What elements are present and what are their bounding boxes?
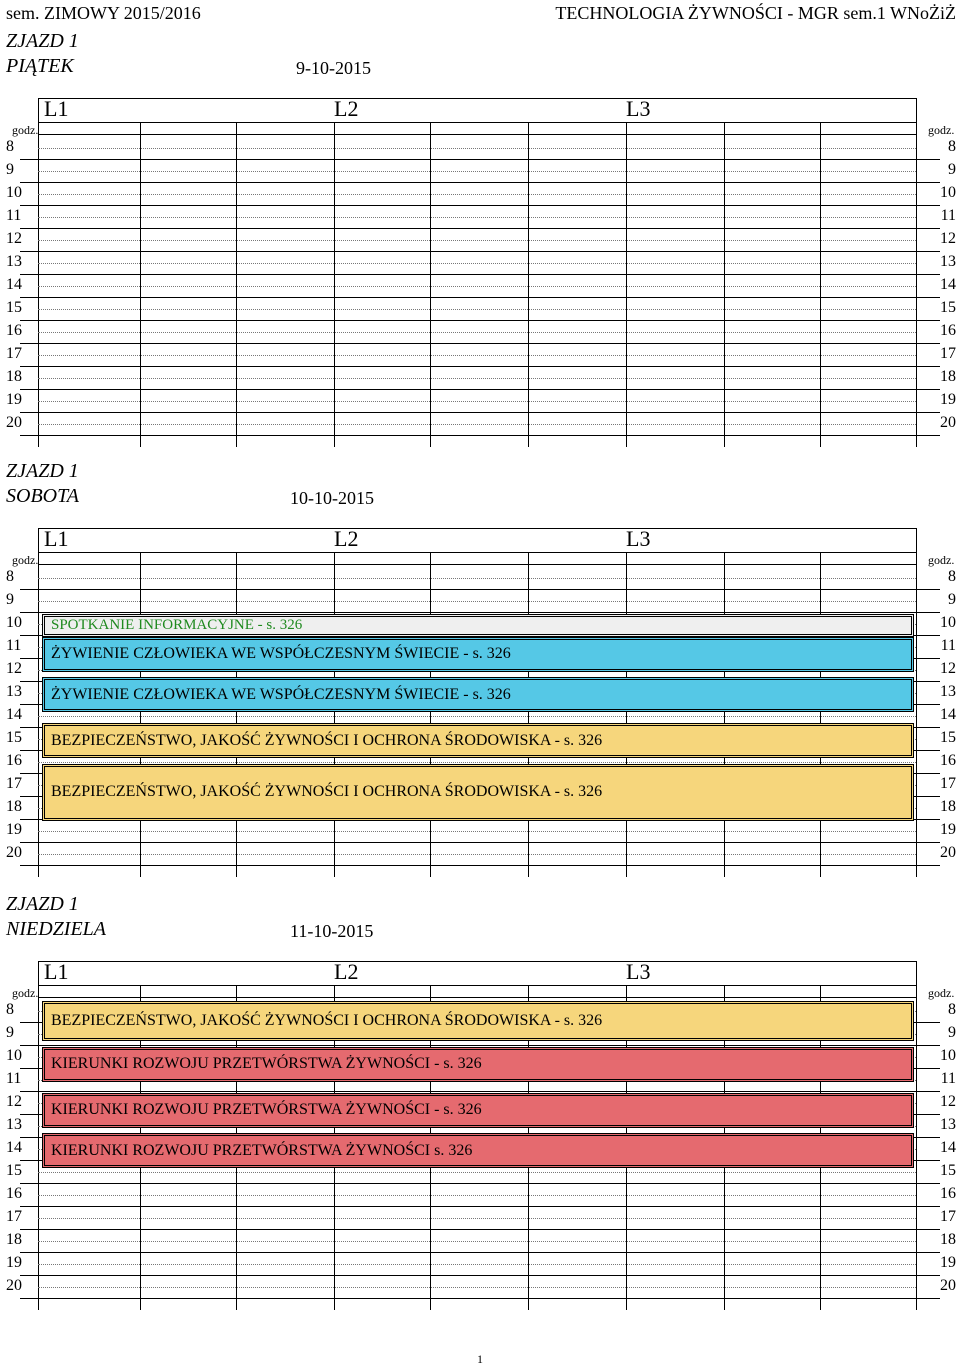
- hour-label-left: 14: [6, 706, 22, 723]
- hour-tick-right: [916, 412, 940, 413]
- class-event-text: SPOTKANIE INFORMACYJNE - s. 326: [51, 617, 303, 633]
- day-block: [0, 30, 960, 460]
- hour-label-right: 9: [948, 161, 956, 178]
- quarter-row-line: [38, 217, 916, 218]
- hour-tick-right: [916, 182, 940, 183]
- hour-label-left: 17: [6, 1208, 22, 1225]
- godz-row-line: [38, 985, 916, 986]
- hour-label-left: 13: [6, 1116, 22, 1133]
- group-label: L3: [626, 959, 651, 984]
- hour-tick-right: [916, 1045, 940, 1046]
- godz-row-bottom-line: [38, 997, 916, 998]
- quarter-row-line: [38, 263, 916, 264]
- quarter-row-line: [38, 1218, 916, 1219]
- hour-row-line: [38, 366, 916, 367]
- hour-label-right: 8: [948, 1001, 956, 1018]
- class-event: [42, 1133, 914, 1168]
- hour-label-right: 8: [948, 138, 956, 155]
- hour-tick-right: [916, 366, 940, 367]
- group-label: L1: [44, 959, 69, 984]
- quarter-row-line: [38, 854, 916, 855]
- hour-label-left: 19: [6, 391, 22, 408]
- hour-row-line: [38, 612, 916, 613]
- hour-tick-right: [916, 1229, 940, 1230]
- hour-tick-right: [916, 773, 940, 774]
- hour-label-right: 18: [940, 798, 956, 815]
- hour-label-left: 19: [6, 821, 22, 838]
- day-block: [0, 460, 960, 890]
- hour-tick-left: [20, 1206, 38, 1207]
- hour-label-right: 12: [940, 660, 956, 677]
- hour-label-left: 8: [6, 568, 14, 585]
- quarter-row-line: [38, 378, 916, 379]
- hour-tick-right: [916, 1160, 940, 1161]
- hour-tick-left: [20, 635, 38, 636]
- zjazd-label: ZJAZD 1: [6, 460, 79, 482]
- hour-label-left: 10: [6, 1047, 22, 1064]
- hour-label-right: 13: [940, 253, 956, 270]
- group-label: L2: [334, 959, 359, 984]
- grid-top-line: [38, 98, 916, 99]
- godz-row-bottom-line: [38, 134, 916, 135]
- day-date: 9-10-2015: [296, 58, 371, 78]
- hour-label-left: 16: [6, 752, 22, 769]
- hour-label-left: 17: [6, 775, 22, 792]
- hour-label-right: 12: [940, 230, 956, 247]
- quarter-row-line: [38, 401, 916, 402]
- class-event-text: BEZPIECZEŃSTWO, JAKOŚĆ ŻYWNOŚCI I OCHRONA ŚRODOWISKA - s. 326: [51, 731, 603, 749]
- hour-label-right: 20: [940, 1277, 956, 1294]
- hour-label-right: 20: [940, 414, 956, 431]
- hour-label-right: 17: [940, 1208, 956, 1225]
- page-header: [0, 0, 960, 26]
- hour-tick-right: [916, 159, 940, 160]
- hour-tick-right: [916, 389, 940, 390]
- quarter-row-line: [38, 286, 916, 287]
- hour-label-left: 14: [6, 1139, 22, 1156]
- hour-tick-left: [20, 1045, 38, 1046]
- class-event-text: KIERUNKI ROZWOJU PRZETWÓRSTWA ŻYWNOŚCI - s. 326: [51, 1055, 482, 1073]
- hour-tick-left: [20, 274, 38, 275]
- hour-row-line: [38, 1229, 916, 1230]
- hour-label-right: 18: [940, 1231, 956, 1248]
- hour-label-left: 19: [6, 1254, 22, 1271]
- hour-tick-right: [916, 228, 940, 229]
- hour-row-line: [38, 228, 916, 229]
- grid-top-line: [38, 528, 916, 529]
- hour-tick-left: [20, 1091, 38, 1092]
- hour-tick-left: [20, 343, 38, 344]
- group-label: L1: [44, 526, 69, 551]
- quarter-row-line: [38, 1287, 916, 1288]
- hour-label-left: 20: [6, 414, 22, 431]
- hour-label-left: 16: [6, 1185, 22, 1202]
- hour-tick-right: [916, 1298, 940, 1299]
- grid-vertical-line: [916, 98, 917, 447]
- hour-row-line: [38, 435, 916, 436]
- hour-label-right: 17: [940, 775, 956, 792]
- hour-label-left: 8: [6, 1001, 14, 1018]
- godz-row-line: [38, 122, 916, 123]
- hour-tick-left: [20, 819, 38, 820]
- hour-tick-right: [916, 819, 940, 820]
- hour-tick-left: [20, 842, 38, 843]
- hour-label-left: 18: [6, 368, 22, 385]
- hour-header-right: godz.: [928, 986, 955, 1000]
- hour-tick-right: [916, 727, 940, 728]
- hour-tick-left: [20, 750, 38, 751]
- program-label: TECHNOLOGIA ŻYWNOŚCI - MGR sem.1 WNoŻiŻ: [555, 3, 956, 23]
- hour-header-right: godz.: [928, 123, 955, 137]
- hour-label-left: 10: [6, 614, 22, 631]
- godz-row-line: [38, 552, 916, 553]
- hour-tick-left: [20, 1298, 38, 1299]
- quarter-row-line: [38, 1241, 916, 1242]
- hour-tick-left: [20, 389, 38, 390]
- quarter-row-line: [38, 1264, 916, 1265]
- hour-row-line: [38, 159, 916, 160]
- hour-tick-left: [20, 1068, 38, 1069]
- hour-label-left: 18: [6, 798, 22, 815]
- class-event-text: ŻYWIENIE CZŁOWIEKA WE WSPÓŁCZESNYM ŚWIECIE - s. 326: [51, 645, 511, 663]
- hour-tick-left: [20, 412, 38, 413]
- hour-tick-right: [916, 1114, 940, 1115]
- hour-label-right: 16: [940, 1185, 956, 1202]
- class-event: [42, 1093, 914, 1128]
- page-number: 1: [477, 1352, 483, 1366]
- hour-row-line: [38, 1183, 916, 1184]
- hour-tick-left: [20, 589, 38, 590]
- hour-row-line: [38, 205, 916, 206]
- hour-label-left: 11: [6, 637, 22, 654]
- group-label: L2: [334, 96, 359, 121]
- class-event-text: KIERUNKI ROZWOJU PRZETWÓRSTWA ŻYWNOŚCI s. 326: [51, 1141, 473, 1159]
- hour-label-left: 18: [6, 1231, 22, 1248]
- timetable-grid: [0, 528, 960, 888]
- hour-tick-right: [916, 842, 940, 843]
- hour-tick-right: [916, 435, 940, 436]
- group-label: L3: [626, 526, 651, 551]
- hour-row-line: [38, 274, 916, 275]
- hour-tick-right: [916, 1252, 940, 1253]
- hour-tick-right: [916, 251, 940, 252]
- quarter-row-line: [38, 309, 916, 310]
- hour-tick-left: [20, 435, 38, 436]
- grid-top-line: [38, 961, 916, 962]
- hour-label-left: 20: [6, 844, 22, 861]
- hour-label-left: 12: [6, 660, 22, 677]
- hour-tick-left: [20, 320, 38, 321]
- hour-label-right: 13: [940, 1116, 956, 1133]
- hour-tick-right: [916, 1206, 940, 1207]
- hour-row-line: [38, 842, 916, 843]
- hour-tick-left: [20, 1137, 38, 1138]
- hour-label-right: 19: [940, 821, 956, 838]
- hour-tick-right: [916, 274, 940, 275]
- hour-tick-right: [916, 1068, 940, 1069]
- hour-label-right: 8: [948, 568, 956, 585]
- hour-row-line: [38, 865, 916, 866]
- hour-tick-left: [20, 1160, 38, 1161]
- hour-row-line: [38, 389, 916, 390]
- hour-label-left: 15: [6, 729, 22, 746]
- group-label: L1: [44, 96, 69, 121]
- hour-label-right: 9: [948, 591, 956, 608]
- hour-tick-left: [20, 1275, 38, 1276]
- quarter-row-line: [38, 601, 916, 602]
- hour-tick-right: [916, 865, 940, 866]
- hour-tick-left: [20, 297, 38, 298]
- quarter-row-line: [38, 240, 916, 241]
- class-event: [42, 677, 914, 712]
- hour-header-left: godz.: [12, 986, 39, 1000]
- zjazd-label: ZJAZD 1: [6, 893, 79, 915]
- hour-tick-right: [916, 343, 940, 344]
- hour-label-left: 15: [6, 299, 22, 316]
- class-event-text: BEZPIECZEŃSTWO, JAKOŚĆ ŻYWNOŚCI I OCHRONA ŚRODOWISKA - s. 326: [51, 1012, 603, 1030]
- class-event: [42, 764, 914, 822]
- hour-label-right: 9: [948, 1024, 956, 1041]
- class-event-text: BEZPIECZEŃSTWO, JAKOŚĆ ŻYWNOŚCI I OCHRONA ŚRODOWISKA - s. 326: [51, 783, 603, 801]
- group-label: L2: [334, 526, 359, 551]
- group-label: L3: [626, 96, 651, 121]
- hour-row-line: [38, 251, 916, 252]
- semester-label: sem. ZIMOWY 2015/2016: [6, 3, 201, 23]
- day-date: 10-10-2015: [290, 488, 374, 508]
- hour-label-left: 12: [6, 230, 22, 247]
- hour-tick-left: [20, 658, 38, 659]
- hour-label-right: 17: [940, 345, 956, 362]
- hour-tick-right: [916, 704, 940, 705]
- hour-label-left: 11: [6, 1070, 22, 1087]
- hour-tick-left: [20, 228, 38, 229]
- hour-tick-right: [916, 658, 940, 659]
- hour-tick-left: [20, 159, 38, 160]
- quarter-row-line: [38, 1195, 916, 1196]
- hour-row-line: [38, 297, 916, 298]
- hour-header-left: godz.: [12, 123, 39, 137]
- timetable-grid: [0, 98, 960, 458]
- quarter-row-line: [38, 332, 916, 333]
- day-block: [0, 893, 960, 1323]
- hour-tick-right: [916, 589, 940, 590]
- hour-label-right: 11: [940, 637, 956, 654]
- hour-header-right: godz.: [928, 553, 955, 567]
- quarter-row-line: [38, 355, 916, 356]
- hour-label-right: 15: [940, 1162, 956, 1179]
- hour-tick-right: [916, 612, 940, 613]
- hour-tick-left: [20, 704, 38, 705]
- quarter-row-line: [38, 578, 916, 579]
- hour-label-right: 11: [940, 1070, 956, 1087]
- day-name: PIĄTEK: [6, 55, 74, 77]
- quarter-row-line: [38, 424, 916, 425]
- hour-row-line: [38, 1298, 916, 1299]
- hour-tick-right: [916, 635, 940, 636]
- hour-label-right: 16: [940, 322, 956, 339]
- hour-label-left: 9: [6, 591, 14, 608]
- hour-label-right: 15: [940, 299, 956, 316]
- hour-label-right: 10: [940, 1047, 956, 1064]
- class-event: [42, 723, 914, 758]
- hour-tick-left: [20, 1229, 38, 1230]
- timetable-grid: [0, 961, 960, 1321]
- hour-label-right: 12: [940, 1093, 956, 1110]
- hour-label-left: 16: [6, 322, 22, 339]
- hour-label-left: 13: [6, 253, 22, 270]
- class-event: [42, 637, 914, 672]
- hour-label-left: 17: [6, 345, 22, 362]
- hour-row-line: [38, 1045, 916, 1046]
- quarter-row-line: [38, 171, 916, 172]
- hour-tick-left: [20, 1022, 38, 1023]
- hour-tick-left: [20, 796, 38, 797]
- hour-tick-right: [916, 681, 940, 682]
- hour-tick-right: [916, 1137, 940, 1138]
- hour-tick-left: [20, 366, 38, 367]
- hour-row-line: [38, 1252, 916, 1253]
- hour-row-line: [38, 320, 916, 321]
- quarter-row-line: [38, 762, 916, 763]
- quarter-row-line: [38, 831, 916, 832]
- hour-label-left: 12: [6, 1093, 22, 1110]
- day-name: SOBOTA: [6, 485, 79, 507]
- grid-vertical-line: [916, 961, 917, 1310]
- hour-row-line: [38, 182, 916, 183]
- hour-tick-left: [20, 612, 38, 613]
- hour-tick-left: [20, 773, 38, 774]
- class-event: [42, 614, 914, 637]
- hour-tick-left: [20, 251, 38, 252]
- hour-label-left: 9: [6, 1024, 14, 1041]
- hour-label-left: 15: [6, 1162, 22, 1179]
- class-event-text: KIERUNKI ROZWOJU PRZETWÓRSTWA ŻYWNOŚCI - s. 326: [51, 1101, 482, 1119]
- hour-tick-left: [20, 1183, 38, 1184]
- hour-label-right: 11: [940, 207, 956, 224]
- hour-tick-left: [20, 681, 38, 682]
- class-event: [42, 1047, 914, 1082]
- godz-row-bottom-line: [38, 564, 916, 565]
- hour-row-line: [38, 412, 916, 413]
- hour-label-left: 11: [6, 207, 22, 224]
- hour-tick-right: [916, 297, 940, 298]
- hour-tick-right: [916, 750, 940, 751]
- day-date: 11-10-2015: [290, 921, 374, 941]
- hour-tick-right: [916, 205, 940, 206]
- hour-row-line: [38, 1206, 916, 1207]
- class-event: [42, 1001, 914, 1041]
- hour-label-right: 18: [940, 368, 956, 385]
- hour-label-right: 14: [940, 706, 956, 723]
- hour-label-left: 8: [6, 138, 14, 155]
- zjazd-label: ZJAZD 1: [6, 30, 79, 52]
- hour-label-right: 15: [940, 729, 956, 746]
- hour-tick-right: [916, 320, 940, 321]
- quarter-row-line: [38, 716, 916, 717]
- quarter-row-line: [38, 1172, 916, 1173]
- hour-tick-right: [916, 1091, 940, 1092]
- hour-label-left: 9: [6, 161, 14, 178]
- hour-label-left: 14: [6, 276, 22, 293]
- hour-tick-left: [20, 865, 38, 866]
- hour-tick-right: [916, 1022, 940, 1023]
- hour-tick-right: [916, 1275, 940, 1276]
- hour-label-right: 19: [940, 1254, 956, 1271]
- quarter-row-line: [38, 194, 916, 195]
- hour-label-left: 13: [6, 683, 22, 700]
- grid-vertical-line: [916, 528, 917, 877]
- hour-row-line: [38, 589, 916, 590]
- hour-label-right: 10: [940, 614, 956, 631]
- hour-label-left: 10: [6, 184, 22, 201]
- hour-label-right: 14: [940, 1139, 956, 1156]
- grid-vertical-line: [38, 528, 39, 877]
- hour-label-right: 10: [940, 184, 956, 201]
- hour-label-right: 19: [940, 391, 956, 408]
- grid-vertical-line: [38, 98, 39, 447]
- hour-label-right: 16: [940, 752, 956, 769]
- hour-label-right: 14: [940, 276, 956, 293]
- hour-row-line: [38, 1091, 916, 1092]
- hour-tick-left: [20, 1252, 38, 1253]
- hour-tick-left: [20, 182, 38, 183]
- hour-row-line: [38, 1275, 916, 1276]
- hour-tick-left: [20, 727, 38, 728]
- hour-label-right: 13: [940, 683, 956, 700]
- day-name: NIEDZIELA: [6, 918, 106, 940]
- grid-vertical-line: [38, 961, 39, 1310]
- hour-header-left: godz.: [12, 553, 39, 567]
- hour-tick-right: [916, 1183, 940, 1184]
- hour-tick-left: [20, 1114, 38, 1115]
- hour-row-line: [38, 343, 916, 344]
- quarter-row-line: [38, 148, 916, 149]
- hour-tick-right: [916, 796, 940, 797]
- hour-label-right: 20: [940, 844, 956, 861]
- hour-label-left: 20: [6, 1277, 22, 1294]
- hour-tick-left: [20, 205, 38, 206]
- class-event-text: ŻYWIENIE CZŁOWIEKA WE WSPÓŁCZESNYM ŚWIECIE - s. 326: [51, 685, 511, 703]
